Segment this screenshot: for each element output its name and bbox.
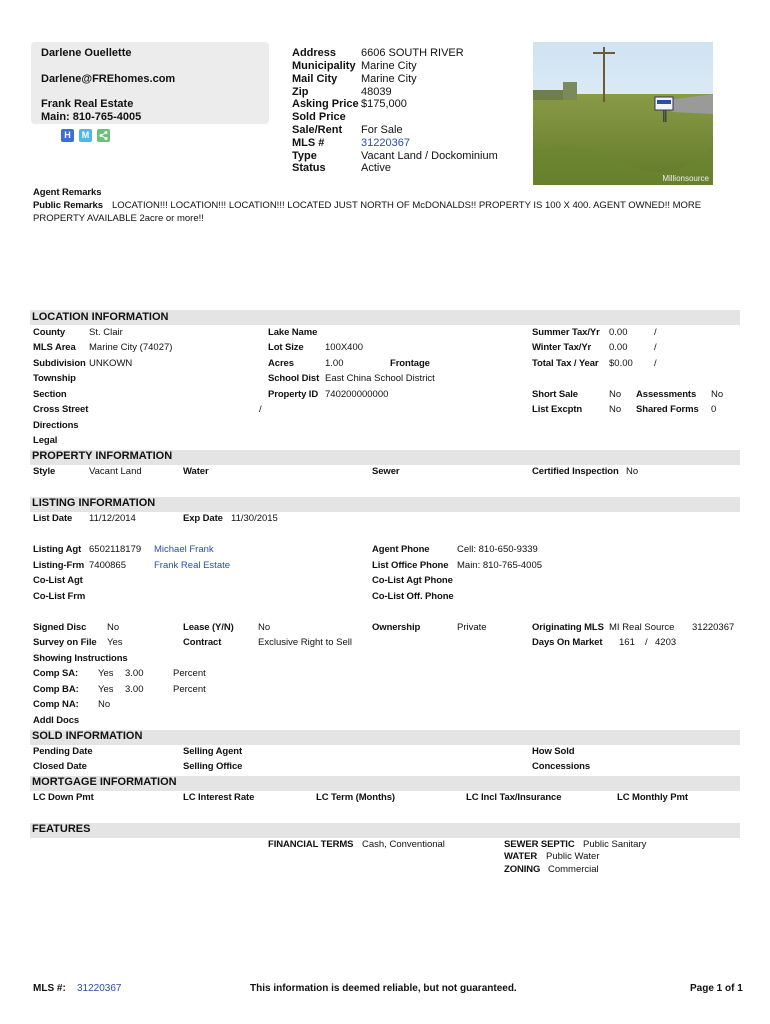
total-tax-separator: / [654, 358, 657, 369]
comp-sa-value: 3.00 [125, 668, 144, 679]
listing-agt-id: 6502118179 [89, 544, 142, 555]
exp-date-value: 11/30/2015 [231, 513, 278, 524]
contract-label: Contract [183, 637, 222, 648]
mls-area-label: MLS Area [33, 342, 76, 353]
zoning-value: Commercial [548, 864, 599, 875]
comp-ba-label: Comp BA: [33, 684, 79, 695]
style-value: Vacant Land [89, 466, 142, 477]
list-office-phone-label: List Office Phone [372, 560, 449, 571]
sale-rent-value: For Sale [361, 124, 403, 136]
public-remarks-label: Public Remarks [33, 200, 103, 211]
property-id-value: 740200000000 [325, 389, 389, 400]
lease-label: Lease (Y/N) [183, 622, 234, 633]
ownership-value: Private [457, 622, 487, 633]
zoning-label: ZONING [504, 864, 541, 875]
mls-number-link[interactable]: 31220367 [361, 137, 410, 149]
footer-mls-link[interactable]: 31220367 [77, 983, 122, 994]
summer-tax-label: Summer Tax/Yr [532, 327, 600, 338]
zip-label: Zip [292, 86, 309, 98]
agent-main-phone: Main: 810-765-4005 [41, 111, 142, 123]
comp-ba-unit: Percent [173, 684, 206, 695]
co-list-frm-label: Co-List Frm [33, 591, 86, 602]
closed-date-label: Closed Date [33, 761, 87, 772]
agent-office: Frank Real Estate [41, 98, 134, 110]
mls-area-value: Marine City (74027) [89, 342, 173, 353]
shared-forms-label: Shared Forms [636, 404, 699, 415]
summer-tax-value: 0.00 [609, 327, 628, 338]
comp-ba-value: 3.00 [125, 684, 144, 695]
winter-tax-value: 0.00 [609, 342, 628, 353]
listing-section-title: LISTING INFORMATION [32, 497, 156, 509]
status-label: Status [292, 162, 326, 174]
summer-tax-separator: / [654, 327, 657, 338]
contract-value: Exclusive Right to Sell [258, 637, 352, 648]
lake-name-label: Lake Name [268, 327, 318, 338]
comp-ba-yes: Yes [98, 684, 114, 695]
cross-street-label: Cross Street [33, 404, 89, 415]
agent-email[interactable]: Darlene@FREhomes.com [41, 73, 176, 85]
sale-rent-label: Sale/Rent [292, 124, 343, 136]
water-feature-label: WATER [504, 851, 538, 862]
co-list-agt-phone-label: Co-List Agt Phone [372, 575, 453, 586]
originating-mls-label: Originating MLS [532, 622, 604, 633]
certified-inspection-label: Certified Inspection [532, 466, 619, 477]
ownership-label: Ownership [372, 622, 421, 633]
days-on-market-value: 161 [619, 637, 635, 648]
subdivision-label: Subdivision [33, 358, 86, 369]
lc-down-pmt-label: LC Down Pmt [33, 792, 94, 803]
sold-price-label: Sold Price [292, 111, 346, 123]
sewer-septic-value: Public Sanitary [583, 839, 647, 850]
winter-tax-separator: / [654, 342, 657, 353]
property-id-label: Property ID [268, 389, 319, 400]
exp-date-label: Exp Date [183, 513, 223, 524]
features-section-band [30, 823, 740, 838]
sold-section-title: SOLD INFORMATION [32, 730, 143, 742]
listing-frm-label: Listing-Frm [33, 560, 85, 571]
public-remarks-line2: PROPERTY AVAILABLE 2acre or more!! [33, 213, 204, 224]
mobile-icon[interactable]: M [79, 129, 92, 142]
style-label: Style [33, 466, 56, 477]
address-label: Address [292, 47, 337, 59]
assessments-value: No [711, 389, 724, 400]
financial-terms-value: Cash, Conventional [362, 839, 445, 850]
cross-street-separator: / [259, 404, 262, 415]
listing-agent-link[interactable]: Michael Frank [154, 544, 214, 555]
mail-city-label: Mail City [292, 73, 338, 85]
comp-sa-unit: Percent [173, 668, 206, 679]
short-sale-value: No [609, 389, 622, 400]
survey-on-file-value: Yes [107, 637, 123, 648]
lc-incl-tax-label: LC Incl Tax/Insurance [466, 792, 562, 803]
directions-label: Directions [33, 420, 79, 431]
footer-page-number: Page 1 of 1 [690, 983, 743, 994]
pending-date-label: Pending Date [33, 746, 93, 757]
type-value: Vacant Land / Dockominium [361, 150, 498, 162]
asking-price-value: $175,000 [361, 98, 407, 110]
section-label: Section [33, 389, 67, 400]
how-sold-label: How Sold [532, 746, 575, 757]
list-office-phone-value: Main: 810-765-4005 [457, 560, 543, 571]
agent-contact-box [31, 42, 269, 124]
selling-office-label: Selling Office [183, 761, 243, 772]
footer-mls-label: MLS #: [33, 983, 66, 994]
addl-docs-label: Addl Docs [33, 715, 80, 726]
comp-na-label: Comp NA: [33, 699, 79, 710]
public-remarks-line1: LOCATION!!! LOCATION!!! LOCATION!!! LOCATED JUST NORTH OF McDONALDS!! PROPERTY IS 100 X 400. AGENT OWNED!! MORE [112, 200, 702, 211]
lease-value: No [258, 622, 271, 633]
total-tax-value: $0.00 [609, 358, 633, 369]
list-excptn-value: No [609, 404, 622, 415]
originating-mls-number: 31220367 [692, 622, 735, 633]
sewer-label: Sewer [372, 466, 400, 477]
township-label: Township [33, 373, 76, 384]
survey-on-file-label: Survey on File [33, 637, 97, 648]
school-dist-label: School Dist [268, 373, 320, 384]
showing-instructions-label: Showing Instructions [33, 653, 128, 664]
comp-na-value: No [98, 699, 111, 710]
signed-disc-label: Signed Disc [33, 622, 87, 633]
address-value: 6606 SOUTH RIVER [361, 47, 464, 59]
certified-inspection-value: No [626, 466, 639, 477]
house-icon[interactable]: H [61, 129, 74, 142]
financial-terms-label: FINANCIAL TERMS [268, 839, 354, 850]
signed-disc-value: No [107, 622, 120, 633]
listing-agt-label: Listing Agt [33, 544, 82, 555]
agent-phone-label: Agent Phone [372, 544, 430, 555]
lot-size-label: Lot Size [268, 342, 304, 353]
municipality-value: Marine City [361, 60, 417, 72]
co-list-agt-label: Co-List Agt [33, 575, 83, 586]
short-sale-label: Short Sale [532, 389, 578, 400]
originating-mls-value: MI Real Source [609, 622, 675, 633]
mail-city-value: Marine City [361, 73, 417, 85]
frontage-label: Frontage [390, 358, 430, 369]
mls-number-label: MLS # [292, 137, 325, 149]
property-section-title: PROPERTY INFORMATION [32, 450, 173, 462]
total-tax-label: Total Tax / Year [532, 358, 599, 369]
school-dist-value: East China School District [325, 373, 435, 384]
winter-tax-label: Winter Tax/Yr [532, 342, 592, 353]
water-feature-value: Public Water [546, 851, 600, 862]
status-value: Active [361, 162, 391, 174]
days-on-market-label: Days On Market [532, 637, 603, 648]
legal-label: Legal [33, 435, 58, 446]
mortgage-section-title: MORTGAGE INFORMATION [32, 776, 177, 788]
lc-term-label: LC Term (Months) [316, 792, 395, 803]
agent-name: Darlene Ouellette [41, 47, 132, 59]
assessments-label: Assessments [636, 389, 697, 400]
list-date-value: 11/12/2014 [89, 513, 136, 524]
footer-disclaimer: This information is deemed reliable, but not guaranteed. [250, 983, 517, 994]
listing-firm-link[interactable]: Frank Real Estate [154, 560, 231, 571]
acres-label: Acres [268, 358, 294, 369]
comp-sa-yes: Yes [98, 668, 114, 679]
features-section-title: FEATURES [32, 823, 91, 835]
county-label: County [33, 327, 66, 338]
type-label: Type [292, 150, 317, 162]
agent-remarks-title: Agent Remarks [33, 187, 102, 198]
water-label: Water [183, 466, 209, 477]
lc-monthly-pmt-label: LC Monthly Pmt [617, 792, 688, 803]
asking-price-label: Asking Price [292, 98, 359, 110]
zip-value: 48039 [361, 86, 392, 98]
days-on-market-total: 4203 [655, 637, 677, 648]
selling-agent-label: Selling Agent [183, 746, 243, 757]
co-list-off-phone-label: Co-List Off. Phone [372, 591, 454, 602]
property-photo[interactable] [533, 42, 713, 185]
municipality-label: Municipality [292, 60, 356, 72]
agent-phone-value: Cell: 810-650-9339 [457, 544, 538, 555]
lot-size-value: 100X400 [325, 342, 364, 353]
acres-value: 1.00 [325, 358, 344, 369]
county-value: St. Clair [89, 327, 123, 338]
subdivision-value: UNKOWN [89, 358, 133, 369]
sewer-septic-label: SEWER SEPTIC [504, 839, 575, 850]
days-on-market-separator: / [645, 637, 648, 648]
concessions-label: Concessions [532, 761, 591, 772]
list-excptn-label: List Excptn [532, 404, 583, 415]
share-icon[interactable] [97, 129, 110, 142]
comp-sa-label: Comp SA: [33, 668, 79, 679]
listing-frm-id: 7400865 [89, 560, 126, 571]
photo-watermark: Millionsource [662, 174, 709, 183]
lc-interest-rate-label: LC Interest Rate [183, 792, 255, 803]
list-date-label: List Date [33, 513, 73, 524]
shared-forms-value: 0 [711, 404, 717, 415]
location-section-title: LOCATION INFORMATION [32, 311, 169, 323]
